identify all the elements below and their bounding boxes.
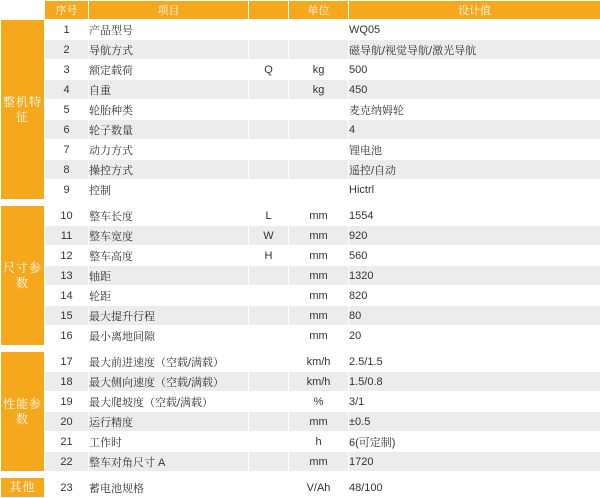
cell-no: 6 [45,120,89,140]
cell-unit [289,120,349,140]
cell-symbol [249,432,289,452]
cell-value: 820 [349,286,600,306]
cell-unit [289,180,349,200]
cell-value: 920 [349,226,600,246]
cell-value: 1720 [349,452,600,472]
table-row [1,452,600,472]
cell-symbol [249,412,289,432]
cell-symbol: Q [249,60,289,80]
cell-symbol [249,478,289,498]
cell-unit [289,100,349,120]
cell-value: 4 [349,120,600,140]
cell-item: 最小离地间隙 [89,326,249,346]
table-header [1,1,600,20]
cell-no: 17 [45,352,89,372]
header-cell-value: 设计值 [349,1,600,20]
cell-value: 1.5/0.8 [349,372,600,392]
table-row [1,412,600,432]
cell-value: 20 [349,326,600,346]
cell-value: 6(可定制) [349,432,600,452]
table-row [1,266,600,286]
cell-item: 导航方式 [89,40,249,60]
cell-unit: % [289,392,349,412]
cell-no: 14 [45,286,89,306]
cell-no: 15 [45,306,89,326]
cell-no: 19 [45,392,89,412]
cell-no: 20 [45,412,89,432]
table-row [1,392,600,412]
cell-symbol [249,306,289,326]
cell-item: 轮距 [89,286,249,306]
cell-no: 2 [45,40,89,60]
cell-no: 7 [45,140,89,160]
cell-value: 1320 [349,266,600,286]
cell-value: ±0.5 [349,412,600,432]
cell-item: 动力方式 [89,140,249,160]
header-row [1,1,600,20]
table-row [1,226,600,246]
cell-no: 13 [45,266,89,286]
cell-symbol [249,286,289,306]
cell-value: 1554 [349,206,600,226]
cell-unit: km/h [289,372,349,392]
cell-item: 轮胎种类 [89,100,249,120]
cell-item: 整车长度 [89,206,249,226]
cell-unit: mm [289,452,349,472]
cell-no: 4 [45,80,89,100]
cell-symbol [249,100,289,120]
cell-value: 560 [349,246,600,266]
cell-unit: h [289,432,349,452]
cell-unit [289,160,349,180]
group-label-4: 其他 [1,478,45,498]
table-row [1,432,600,452]
table-row [1,120,600,140]
cell-no: 23 [45,478,89,498]
cell-symbol: W [249,226,289,246]
cell-unit: kg [289,60,349,80]
cell-unit: mm [289,326,349,346]
cell-unit: mm [289,306,349,326]
cell-item: 操控方式 [89,160,249,180]
cell-no: 10 [45,206,89,226]
cell-symbol: L [249,206,289,226]
cell-symbol [249,180,289,200]
table-row [1,372,600,392]
cell-item: 额定载荷 [89,60,249,80]
cell-no: 1 [45,20,89,40]
cell-unit: mm [289,266,349,286]
cell-item: 轴距 [89,266,249,286]
group-label-3: 性能参数 [1,352,45,472]
table-row [1,100,600,120]
table-row [1,140,600,160]
header-cell-symbol [249,1,289,20]
cell-no: 5 [45,100,89,120]
cell-no: 16 [45,326,89,346]
table-row [1,160,600,180]
cell-unit: kg [289,80,349,100]
cell-no: 22 [45,452,89,472]
cell-unit [289,140,349,160]
table-row [1,478,600,498]
cell-item: 控制 [89,180,249,200]
table-row [1,80,600,100]
table-row [1,40,600,60]
cell-unit [289,40,349,60]
cell-symbol [249,452,289,472]
cell-symbol [249,140,289,160]
cell-no: 3 [45,60,89,80]
cell-no: 18 [45,372,89,392]
cell-no: 9 [45,180,89,200]
cell-item: 轮子数量 [89,120,249,140]
header-cell-group [1,1,45,20]
cell-value: 遥控/自动 [349,160,600,180]
cell-symbol [249,352,289,372]
cell-no: 12 [45,246,89,266]
cell-item: 蓄电池规格 [89,478,249,498]
cell-value: 450 [349,80,600,100]
cell-item: 整车宽度 [89,226,249,246]
cell-unit [289,20,349,40]
cell-item: 运行精度 [89,412,249,432]
cell-item: 整车对角尺寸 A [89,452,249,472]
cell-unit: mm [289,206,349,226]
cell-symbol [249,40,289,60]
cell-item: 最大侧向速度（空载/满载） [89,372,249,392]
cell-unit: mm [289,246,349,266]
cell-symbol [249,20,289,40]
cell-item: 自重 [89,80,249,100]
cell-unit: V/Ah [289,478,349,498]
group-label-1: 整机特征 [1,20,45,200]
cell-value: 48/100 [349,478,600,498]
table-body [1,20,600,498]
cell-no: 21 [45,432,89,452]
table-row [1,286,600,306]
cell-item: 整车高度 [89,246,249,266]
header-cell-no: 序号 [45,1,89,20]
cell-item: 最大爬坡度（空载/满载） [89,392,249,412]
cell-symbol [249,160,289,180]
cell-value: 锂电池 [349,140,600,160]
cell-value: 麦克纳姆轮 [349,100,600,120]
cell-item: 产品型号 [89,20,249,40]
header-cell-unit: 单位 [289,1,349,20]
cell-item: 最大提升行程 [89,306,249,326]
cell-symbol [249,372,289,392]
table-row [1,60,600,80]
cell-symbol [249,120,289,140]
table-row [1,180,600,200]
cell-unit: mm [289,286,349,306]
cell-unit: mm [289,226,349,246]
table-row [1,306,600,326]
cell-item: 最大前进速度（空载/满载） [89,352,249,372]
cell-value: 磁导航/视觉导航/激光导航 [349,40,600,60]
cell-value: Hictrl [349,180,600,200]
cell-value: 80 [349,306,600,326]
table-row [1,352,600,372]
cell-symbol [249,266,289,286]
cell-value: 2.5/1.5 [349,352,600,372]
cell-unit: mm [289,412,349,432]
table-row [1,326,600,346]
cell-value: 500 [349,60,600,80]
cell-symbol: H [249,246,289,266]
cell-value: WQ05 [349,20,600,40]
cell-value: 3/1 [349,392,600,412]
cell-symbol [249,326,289,346]
table-row [1,246,600,266]
table-row [1,20,600,40]
cell-symbol [249,80,289,100]
table-row [1,206,600,226]
group-label-2: 尺寸参数 [1,206,45,346]
cell-unit: km/h [289,352,349,372]
cell-no: 8 [45,160,89,180]
cell-symbol [249,392,289,412]
cell-item: 工作时 [89,432,249,452]
cell-no: 11 [45,226,89,246]
header-cell-item: 项目 [89,1,249,20]
